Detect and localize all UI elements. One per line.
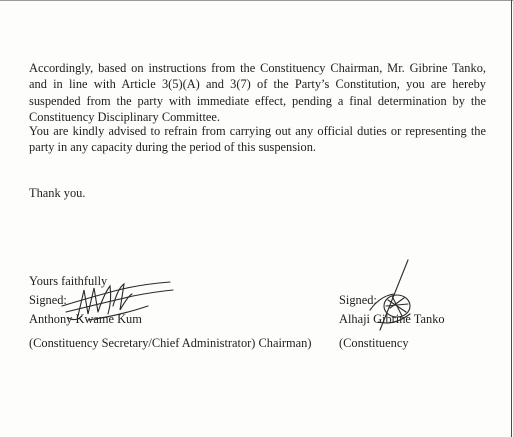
right-signatory-name: Alhaji Gibrine Tanko xyxy=(339,312,445,326)
right-signature-block xyxy=(339,291,509,351)
left-signatory-role: (Constituency Secretary/Chief Administrator) Chairman) xyxy=(29,336,312,350)
valediction: Yours faithfully xyxy=(29,274,108,288)
right-signatory-role: (Constituency xyxy=(339,336,409,350)
closing-line: Thank you. xyxy=(29,186,86,200)
page-right-edge xyxy=(511,0,512,437)
left-signed-label: Signed: xyxy=(29,293,67,307)
advisory-paragraph: You are kindly advised to refrain from carrying out any official duties or representing the party in any capacity during the period of this suspension. xyxy=(29,124,486,155)
page-top-edge xyxy=(0,0,513,1)
left-signature-block xyxy=(29,272,329,351)
suspension-paragraph: Accordingly, based on instructions from the Constituency Chairman, Mr. Gibrine Tanko, and in line with Article 3(5)(A) and 3(7) of the Party’s Constitution, you are hereby suspended from the party with immediate effect, pending a final determination by the Constituency Disciplinary Committee. xyxy=(29,61,486,124)
right-signed-label: Signed: xyxy=(339,293,377,307)
left-signatory-name: Anthony Kwame Kum xyxy=(29,312,142,326)
